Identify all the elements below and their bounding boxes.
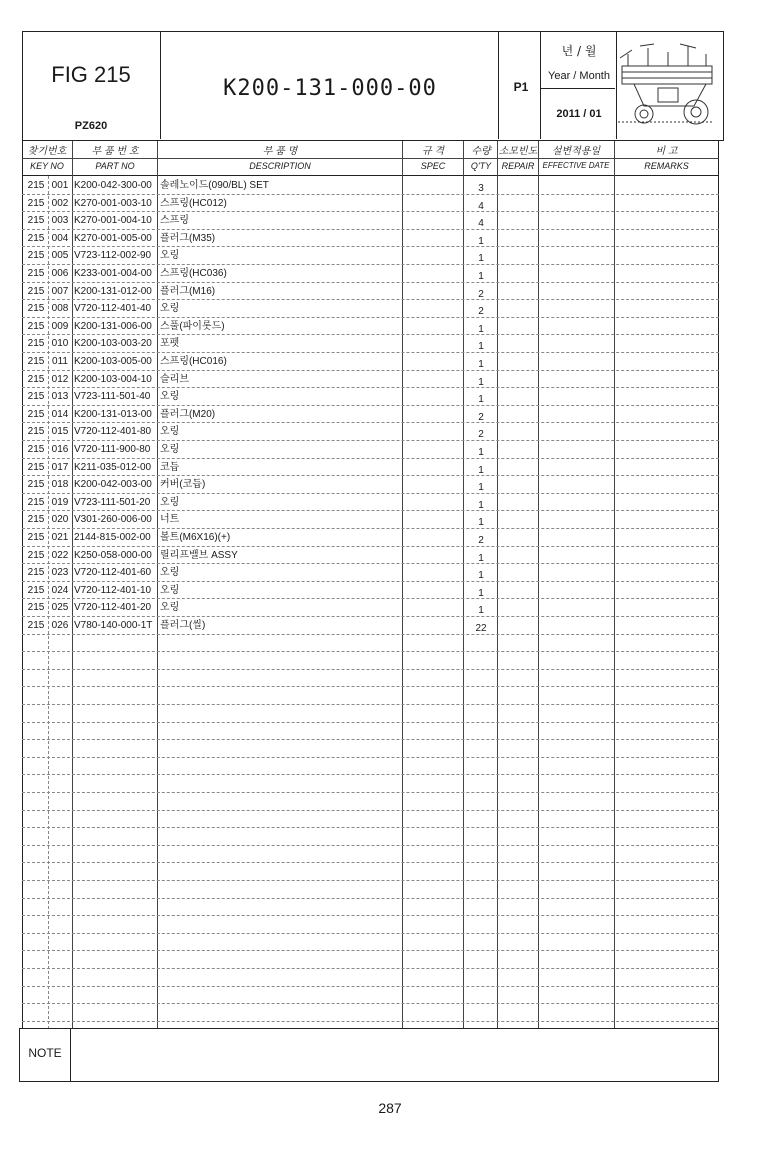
description-cell: 플러그(M20) (160, 408, 216, 420)
description-cell: 커버(코듭) (160, 479, 206, 491)
key-no-cell: 003 (51, 215, 69, 227)
qty-cell: 1 (478, 499, 484, 511)
qty-cell: 1 (478, 605, 484, 617)
col-divider-desc (402, 141, 403, 1029)
description-cell: 오링 (160, 391, 180, 403)
qty-cell: 1 (478, 447, 484, 458)
part-no-cell: K200-131-012-00 (74, 285, 152, 297)
qty-cell: 1 (478, 587, 484, 599)
qty-cell: 3 (478, 183, 484, 194)
assembly-number: K200-131-000-00 (223, 76, 437, 101)
part-no-cell: V723-111-501-20 (74, 496, 151, 508)
qty-cell: 2 (478, 535, 484, 546)
key-no-cell: 019 (51, 496, 69, 508)
description-cell: 스프링(HC016) (160, 356, 227, 367)
row-line (22, 686, 719, 687)
part-no-cell: V720-112-401-20 (74, 602, 152, 614)
col-desc-ko: 부 품 명 (262, 146, 298, 157)
part-no-cell: K270-001-005-00 (74, 232, 152, 244)
qty-cell: 1 (478, 235, 484, 247)
fig-cell: 215 (27, 584, 45, 596)
qty-cell: 4 (478, 200, 484, 212)
fig-cell: 215 (27, 408, 45, 420)
key-no-cell: 025 (51, 602, 69, 614)
key-no-cell: 018 (51, 479, 69, 491)
key-no-cell: 010 (51, 338, 69, 350)
qty-cell: 1 (478, 253, 484, 265)
key-no-cell: 012 (51, 373, 69, 385)
description-cell: 스프링(HC036) (160, 268, 227, 279)
row-line (22, 704, 719, 705)
row-line (22, 774, 719, 775)
part-no-cell: K200-131-006-00 (74, 320, 152, 332)
col-partno-en: PART NO (95, 161, 135, 171)
fig-cell: 215 (27, 232, 45, 244)
col-repair-ko: 소모빈도 (498, 146, 538, 157)
part-no-cell: K200-103-004-10 (74, 373, 152, 385)
row-line (22, 1003, 719, 1004)
fig-cell: 215 (27, 461, 45, 473)
fig-cell: 215 (27, 356, 45, 367)
model-name: PZ620 (74, 120, 108, 132)
row-line (22, 915, 719, 916)
description-cell: 슬리브 (160, 373, 189, 385)
key-no-cell: 009 (51, 320, 69, 332)
fig-cell: 215 (27, 549, 45, 561)
fig-cell: 215 (27, 373, 45, 385)
description-cell: 오링 (160, 444, 180, 455)
col-keyno-en: KEY NO (30, 161, 64, 171)
part-no-cell: K270-001-004-10 (74, 215, 152, 227)
key-no-cell: 001 (51, 180, 69, 191)
fig-cell: 215 (27, 602, 45, 614)
col-qty-en: Q'TY (470, 161, 492, 171)
key-no-cell: 021 (51, 532, 69, 543)
key-no-cell: 023 (51, 567, 69, 579)
col-divider-repair (538, 141, 539, 1029)
machine-illustration (614, 36, 720, 140)
fig-cell: 215 (27, 180, 45, 191)
part-no-cell: 2144-815-002-00 (74, 532, 151, 543)
description-cell: 볼트(M6X16)(+) (160, 532, 231, 543)
note-label: NOTE (28, 1046, 62, 1060)
key-no-cell: 002 (51, 197, 69, 209)
description-cell: 플러그(씰) (160, 620, 206, 631)
fig-cell: 215 (27, 426, 45, 438)
fig-cell: 215 (27, 444, 45, 455)
qty-cell: 2 (478, 429, 484, 441)
key-no-cell: 015 (51, 426, 69, 438)
fig-cell: 215 (27, 268, 45, 279)
fig-cell: 215 (27, 391, 45, 403)
page-code: P1 (513, 80, 529, 94)
col-spec-en: SPEC (420, 161, 446, 171)
row-line (22, 810, 719, 811)
description-cell: 너트 (160, 514, 180, 526)
col-remarks-ko: 비 고 (655, 146, 678, 157)
col-remarks-en: REMARKS (644, 161, 689, 171)
key-no-cell: 007 (51, 285, 69, 297)
fig-cell: 215 (27, 496, 45, 508)
part-no-cell: K200-042-300-00 (74, 180, 152, 191)
key-no-cell: 026 (51, 620, 69, 631)
part-no-cell: V720-112-401-40 (74, 303, 152, 315)
qty-cell: 1 (478, 271, 484, 282)
col-divider-eff (614, 141, 615, 1029)
row-line (22, 757, 719, 758)
col-qty-ko: 수량 (471, 146, 491, 157)
key-no-cell: 006 (51, 268, 69, 279)
row-line (22, 933, 719, 934)
part-no-cell: V720-111-900-80 (74, 444, 151, 455)
part-no-cell: V301-260-006-00 (74, 514, 152, 526)
year-month-value: 2011 / 01 (556, 108, 602, 120)
key-no-cell: 008 (51, 303, 69, 315)
row-line (22, 739, 719, 740)
row-line (22, 1021, 719, 1022)
qty-cell: 2 (478, 306, 484, 318)
year-month-divider (541, 88, 615, 89)
qty-cell: 1 (478, 570, 484, 582)
row-line (22, 986, 719, 987)
description-cell: 플러그(M16) (160, 285, 216, 297)
key-no-cell: 004 (51, 232, 69, 244)
row-line (22, 862, 719, 863)
description-cell: 솔레노이드(090/BL) SET (160, 180, 269, 191)
part-no-cell: K200-131-013-00 (74, 408, 152, 420)
part-no-cell: V720-112-401-80 (74, 426, 152, 438)
part-no-cell: V720-112-401-60 (74, 567, 152, 579)
fig-cell: 215 (27, 250, 45, 262)
part-no-cell: K270-001-003-10 (74, 197, 152, 209)
qty-cell: 2 (478, 411, 484, 423)
key-no-cell: 016 (51, 444, 69, 455)
note-divider (70, 1028, 71, 1082)
fig-cell: 215 (27, 532, 45, 543)
row-line (22, 880, 719, 881)
qty-cell: 1 (478, 394, 484, 406)
qty-cell: 1 (478, 359, 484, 370)
fig-cell: 215 (27, 285, 45, 297)
part-no-cell: V720-112-401-10 (74, 584, 152, 596)
description-cell: 오링 (160, 496, 180, 508)
qty-cell: 1 (478, 552, 484, 564)
part-no-cell: K233-001-004-00 (74, 268, 152, 279)
row-line (22, 950, 719, 951)
description-cell: 스프링 (160, 215, 189, 227)
qty-cell: 2 (478, 288, 484, 300)
key-no-cell: 024 (51, 584, 69, 596)
fig-cell: 215 (27, 567, 45, 579)
fig-cell: 215 (27, 303, 45, 315)
row-line (22, 792, 719, 793)
description-cell: 오링 (160, 250, 180, 262)
key-no-cell: 017 (51, 461, 69, 473)
fig-cell: 215 (27, 620, 45, 631)
fig-cell: 215 (27, 479, 45, 491)
qty-cell: 1 (478, 517, 484, 529)
qty-cell: 1 (478, 376, 484, 388)
description-cell: 오링 (160, 584, 180, 596)
row-line (22, 968, 719, 969)
fig-cell: 215 (27, 320, 45, 332)
qty-cell: 4 (478, 218, 484, 230)
fig-cell: 215 (27, 514, 45, 526)
description-cell: 스프링(HC012) (160, 197, 227, 209)
fig-cell: 215 (27, 338, 45, 350)
description-cell: 오링 (160, 303, 180, 315)
description-cell: 스풀(파이롯드) (160, 320, 225, 332)
qty-cell: 1 (478, 323, 484, 335)
key-no-cell: 022 (51, 549, 69, 561)
fig-number: FIG 215 (51, 62, 131, 87)
description-cell: 코듭 (160, 461, 180, 473)
col-keyno-ko: 찾기번호 (27, 146, 67, 157)
row-line (22, 845, 719, 846)
part-no-cell: K200-103-005-00 (74, 356, 152, 367)
col-desc-en: DESCRIPTION (249, 161, 311, 171)
row-line (22, 898, 719, 899)
col-repair-en: REPAIR (501, 161, 535, 171)
row-line (22, 827, 719, 828)
key-no-cell: 011 (52, 356, 68, 367)
row-line (22, 651, 719, 652)
fig-cell: 215 (27, 197, 45, 209)
part-no-cell: K211-035-012-00 (74, 461, 152, 473)
part-no-cell: V723-111-501-40 (74, 391, 151, 403)
description-cell: 오링 (160, 426, 180, 438)
description-cell: 오링 (160, 567, 180, 579)
page-number: 287 (378, 1100, 402, 1116)
qty-cell: 1 (478, 341, 484, 353)
col-divider-key (72, 141, 73, 1029)
part-no-cell: K200-103-003-20 (74, 338, 152, 350)
key-no-cell: 005 (51, 250, 69, 262)
fig-cell (23, 32, 161, 139)
key-no-cell: 020 (51, 514, 69, 526)
col-eff-ko: 설변적용일 (551, 146, 601, 157)
col-eff-en: EFFECTIVE DATE (542, 161, 610, 170)
part-no-cell: K200-042-003-00 (74, 479, 152, 491)
description-cell: 포펫 (160, 338, 180, 350)
qty-cell: 1 (478, 482, 484, 494)
row-line (22, 669, 719, 670)
key-no-cell: 014 (51, 408, 69, 420)
description-cell: 오링 (160, 602, 180, 614)
note-box (19, 1028, 719, 1082)
col-partno-ko: 부 품 번 호 (91, 146, 139, 157)
fig-cell: 215 (27, 215, 45, 227)
col-spec-ko: 규 격 (421, 146, 445, 157)
qty-cell: 22 (475, 623, 487, 634)
key-no-cell: 013 (51, 391, 69, 403)
year-month-english: Year / Month (548, 70, 610, 82)
description-cell: 플러그(M35) (160, 232, 216, 244)
year-month-korean: 년 / 월 (561, 44, 597, 58)
description-cell: 릴리프밸브 ASSY (160, 549, 238, 561)
row-line (22, 722, 719, 723)
part-no-cell: K250-058-000-00 (74, 549, 152, 561)
part-no-cell: V723-112-002-90 (74, 250, 152, 262)
qty-cell: 1 (478, 464, 484, 476)
part-no-cell: V780-140-000-1T (74, 620, 153, 631)
